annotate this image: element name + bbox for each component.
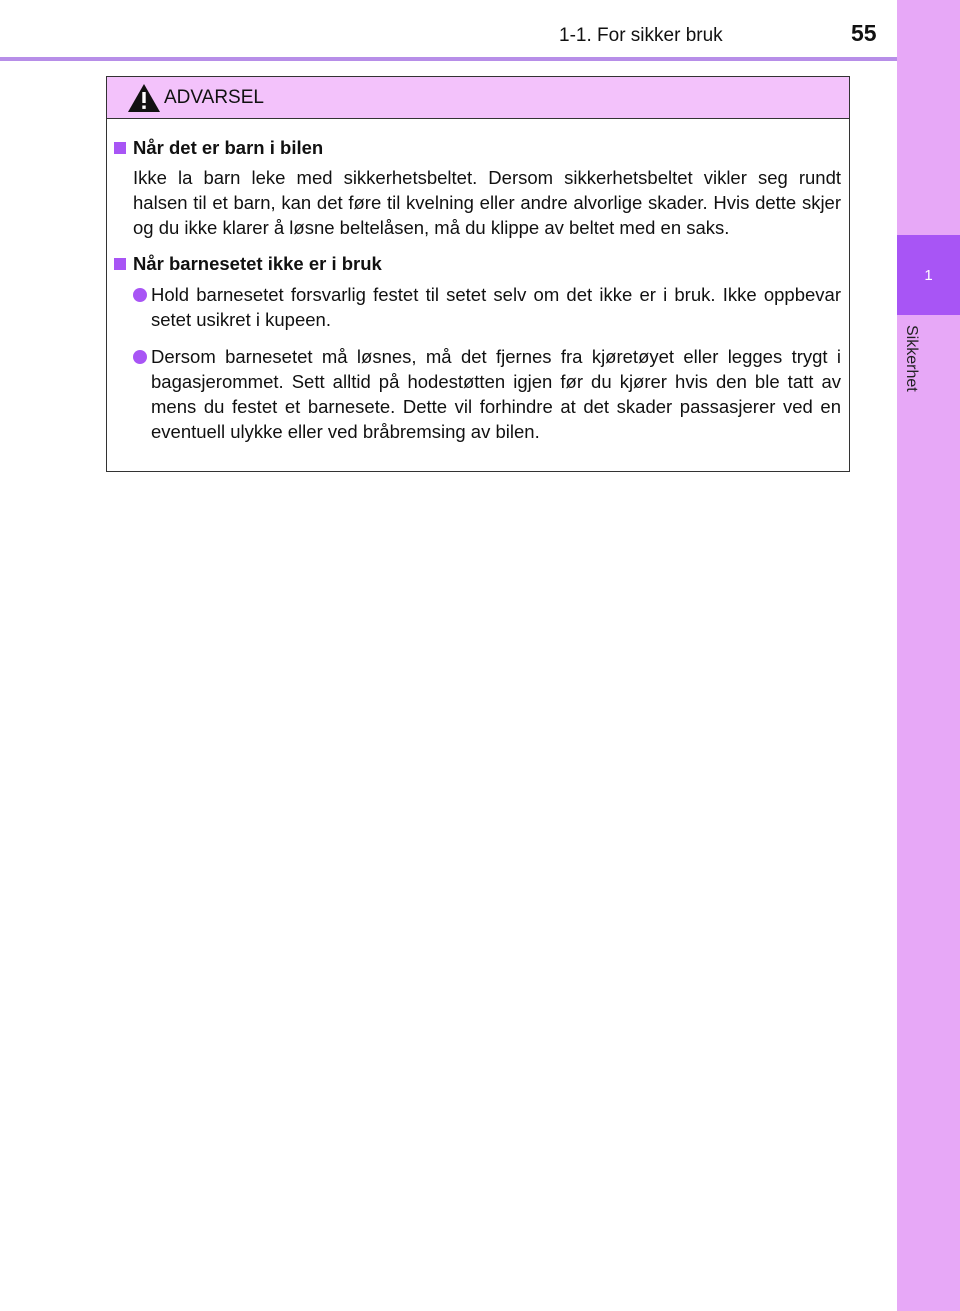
warning-header xyxy=(107,77,849,119)
section-heading-text: Når det er barn i bilen xyxy=(133,137,324,158)
warning-triangle-icon xyxy=(127,83,161,113)
list-item-text: Dersom barnesetet må løsnes, må det fjernes fra kjøretøyet eller legges trygt i bagasjerommet. Sett alltid på hodestøtten igjen før du kjører hvis den ble tatt av mens du festet et barnesete. Dette vil forhindre at det skader passasjerer ved en eventuell ulykke eller ved bråbremsing av bilen. xyxy=(151,346,841,442)
section-heading xyxy=(114,251,841,277)
square-bullet-icon xyxy=(114,142,126,154)
chapter-number-block xyxy=(897,235,960,315)
chapter-number: 1 xyxy=(924,266,933,284)
section-paragraph: Ikke la barn leke med sikkerhetsbeltet. Dersom sikkerhetsbeltet vikler seg rundt halsen til et barn, kan det føre til kvelning eller andre alvorlige skader. Hvis dette skjer og du ikke klarer å løsne beltelåsen, må du klippe av beltet med en saks. xyxy=(133,167,841,238)
section-heading xyxy=(114,135,841,161)
section-heading-text: Når barnesetet ikke er i bruk xyxy=(133,253,382,274)
header-section-title: 1-1. For sikker bruk xyxy=(559,25,723,46)
list-item xyxy=(133,282,841,332)
round-bullet-icon xyxy=(133,350,147,364)
round-bullet-icon xyxy=(133,288,147,302)
chapter-side-tab xyxy=(897,0,960,1311)
page-number: 55 xyxy=(851,20,877,46)
list-item xyxy=(133,344,841,444)
warning-body xyxy=(107,119,849,444)
chapter-label: Sikkerhet xyxy=(903,325,920,392)
warning-title: ADVARSEL xyxy=(164,87,264,108)
square-bullet-icon xyxy=(114,258,126,270)
header-divider xyxy=(0,57,897,61)
warning-box xyxy=(106,76,850,472)
list-item-text: Hold barnesetet forsvarlig festet til setet selv om det ikke er i bruk. Ikke oppbevar setet usikret i kupeen. xyxy=(151,284,841,330)
